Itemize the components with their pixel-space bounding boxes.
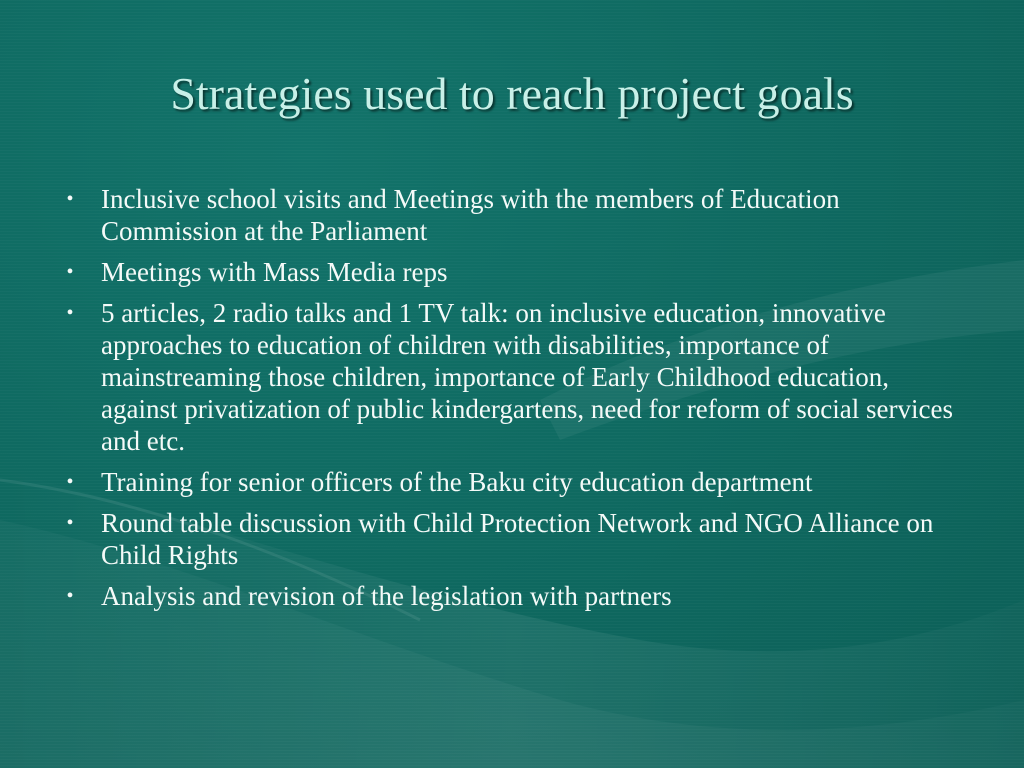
bullet-item-school-visits bbox=[60, 183, 960, 247]
bullet-marker: • bbox=[66, 188, 74, 210]
bullet-item-legislation bbox=[60, 580, 960, 612]
bullet-text: Meetings with Mass Media reps bbox=[101, 257, 448, 287]
bullet-list bbox=[60, 183, 960, 621]
bullet-marker: • bbox=[66, 261, 74, 283]
bullet-marker: • bbox=[66, 471, 74, 493]
bullet-text: 5 articles, 2 radio talks and 1 TV talk: on inclusive education, innovative approaches to education of children with disabilities, importance of mainstreaming those children, importance of Early Childhood education, against privatization of public kindergartens, need for reform of social services and etc. bbox=[101, 298, 953, 456]
slide-title: Strategies used to reach project goals bbox=[170, 68, 854, 119]
bullet-marker: • bbox=[66, 302, 74, 324]
bullet-marker: • bbox=[66, 585, 74, 607]
bullet-text: Round table discussion with Child Protection Network and NGO Alliance on Child Rights bbox=[101, 508, 934, 570]
bullet-text: Analysis and revision of the legislation with partners bbox=[101, 581, 672, 611]
bullet-item-articles-talks bbox=[60, 297, 960, 457]
bullet-item-round-table bbox=[60, 507, 960, 571]
bullet-item-training bbox=[60, 466, 960, 498]
bullet-marker: • bbox=[66, 512, 74, 534]
bullet-text: Training for senior officers of the Baku city education department bbox=[101, 467, 813, 497]
bullet-text: Inclusive school visits and Meetings with the members of Education Commission at the Parliament bbox=[101, 184, 840, 246]
bullet-item-mass-media bbox=[60, 256, 960, 288]
